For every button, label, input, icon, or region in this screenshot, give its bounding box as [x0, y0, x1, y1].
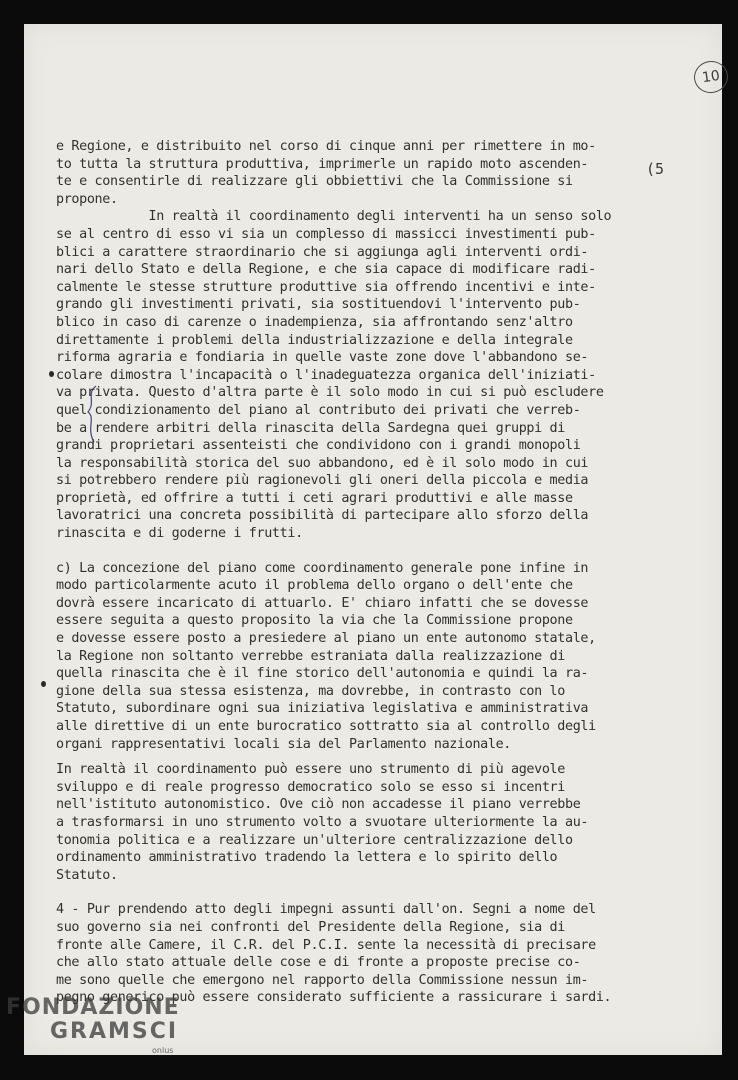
text-line: e dovesse essere posto a presiedere al piano un ente autonomo statale, — [56, 631, 596, 647]
text-line: la Regione non soltanto verrebbe estraniata dalla realizzazione di — [56, 648, 565, 664]
text-line: che allo stato attuale delle cose e di fronte a proposte precise co- — [56, 955, 581, 971]
text-line: to tutta la struttura produttiva, imprimerle un rapido moto ascenden- — [56, 156, 589, 172]
text-line: se al centro di esso vi sia un complesso di massicci investimenti pub- — [56, 226, 596, 242]
text-line: rinascita e di goderne i frutti. — [56, 526, 303, 542]
text-line: quella rinascita che è il fine storico dell'autonomia e quindi la ra- — [56, 666, 589, 682]
text-line: c) La concezione del piano come coordinamento generale pone infine in — [56, 560, 589, 576]
watermark-line-1: FONDAZIONE — [6, 995, 180, 1020]
archive-number-circle: 10 — [692, 59, 730, 95]
watermark-line-3: onlus — [152, 1046, 174, 1055]
text-line: te e consentirle di realizzare gli obbiettivi che la Commissione si — [56, 174, 573, 190]
text-line: 4 - Pur prendendo atto degli impegni assunti dall'on. Segni a nome del — [56, 902, 596, 918]
text-line: fronte alle Camere, il C.R. del P.C.I. sente la necessità di precisare — [56, 937, 596, 953]
text-line: be a rendere arbitri della rinascita della Sardegna quei gruppi di — [56, 420, 565, 436]
text-line: va privata. Questo d'altra parte è il solo modo in cui si può escludere — [56, 385, 604, 401]
text-line: a trasformarsi in uno strumento volto a svuotare ulteriormente la au- — [56, 814, 589, 830]
text-line: grando gli investimenti privati, sia sostituendovi l'intervento pub- — [56, 297, 581, 313]
text-line: blico in caso di carenze o inadempienza, sia affrontando senz'altro — [56, 314, 573, 330]
paragraph-gap — [56, 543, 661, 560]
text-line: tonomia politica e a realizzare un'ulteriore centralizzazione dello — [56, 832, 573, 848]
text-line: blici a carattere straordinario che si aggiunga agli interventi ordi- — [56, 244, 589, 260]
text-line: grandi proprietari assenteisti che condividono con i grandi monopoli — [56, 438, 581, 454]
text-line: In realtà il coordinamento degli interventi ha un senso solo — [56, 209, 612, 225]
text-line: alle direttive di un ente burocratico sottratto sia al controllo degli — [56, 719, 596, 734]
text-line: sviluppo e di reale progresso democratico solo se esso si incentri — [56, 779, 565, 795]
text-line: riforma agraria e fondiaria in quelle vaste zone dove l'abbandono se- — [56, 350, 589, 366]
fondazione-gramsci-watermark — [6, 995, 206, 1055]
text-line: nari dello Stato e della Regione, e che sia capace di modificare radi- — [56, 262, 596, 278]
text-line: ordinamento amministrativo tradendo la lettera e lo spirito dello — [56, 850, 558, 866]
text-line: si potrebbero rendere più ragionevoli gli oneri della piccola e media — [56, 473, 589, 489]
text-line: organi rappresentativi locali sia del Parlamento nazionale. — [56, 736, 511, 752]
text-line: dovrà essere incaricato di attuarlo. E' chiaro infatti che se dovesse — [56, 595, 589, 611]
text-line: me sono quelle che emergono nel rapporto della Commissione nessun im- — [56, 972, 589, 988]
text-line: gione della sua stessa esistenza, ma dovrebbe, in contrasto con lo — [56, 683, 565, 699]
punch-hole-top — [49, 371, 54, 377]
watermark-line-2: GRAMSCI — [50, 1019, 179, 1044]
text-line: modo particolarmente acuto il problema dello organo o dell'ente che — [56, 578, 573, 594]
text-line: proprietà, ed offrire a tutti i ceti agrari produttivi e alle masse — [56, 490, 573, 506]
text-line: e Regione, e distribuito nel corso di cinque anni per rimettere in mo- — [56, 139, 596, 154]
text-line: lavoratrici una concreta possibilità di partecipare allo sforzo della — [56, 508, 589, 524]
text-line: quel condizionamento del piano al contributo dei privati che verreb- — [56, 402, 581, 418]
text-line: Statuto. — [56, 867, 118, 883]
text-line: suo governo sia nei confronti del Presidente della Regione, sia di — [56, 919, 565, 935]
text-line: colare dimostra l'incapacità o l'inadeguatezza organica dell'iniziati- — [56, 367, 596, 383]
text-line: nell'istituto autonomistico. Ove ciò non accadesse il piano verrebbe — [56, 797, 581, 813]
text-line: direttamente i problemi della industrializzazione e della integrale — [56, 332, 573, 348]
text-line: pegno generico può essere considerato sufficiente a rassicurare i sardi. — [56, 990, 612, 1006]
punch-hole-bottom — [41, 681, 46, 687]
text-line: essere seguita a questo proposito la via che la Commissione propone — [56, 613, 573, 629]
page-number: (5 — [646, 160, 665, 178]
paragraph-gap-small — [56, 753, 661, 761]
paragraph-gap — [56, 884, 661, 901]
text-line: Statuto, subordinare ogni sua iniziativa legislativa e amministrativa — [56, 701, 589, 717]
text-line: propone. — [56, 191, 118, 207]
typewritten-text — [56, 138, 661, 1007]
text-line: calmente le stesse strutture produttive sia offrendo incentivi e inte- — [56, 279, 596, 295]
text-line: In realtà il coordinamento può essere uno strumento di più agevole — [56, 762, 565, 778]
text-line: la responsabilità storica del suo abbandono, ed è il solo modo in cui — [56, 455, 589, 471]
